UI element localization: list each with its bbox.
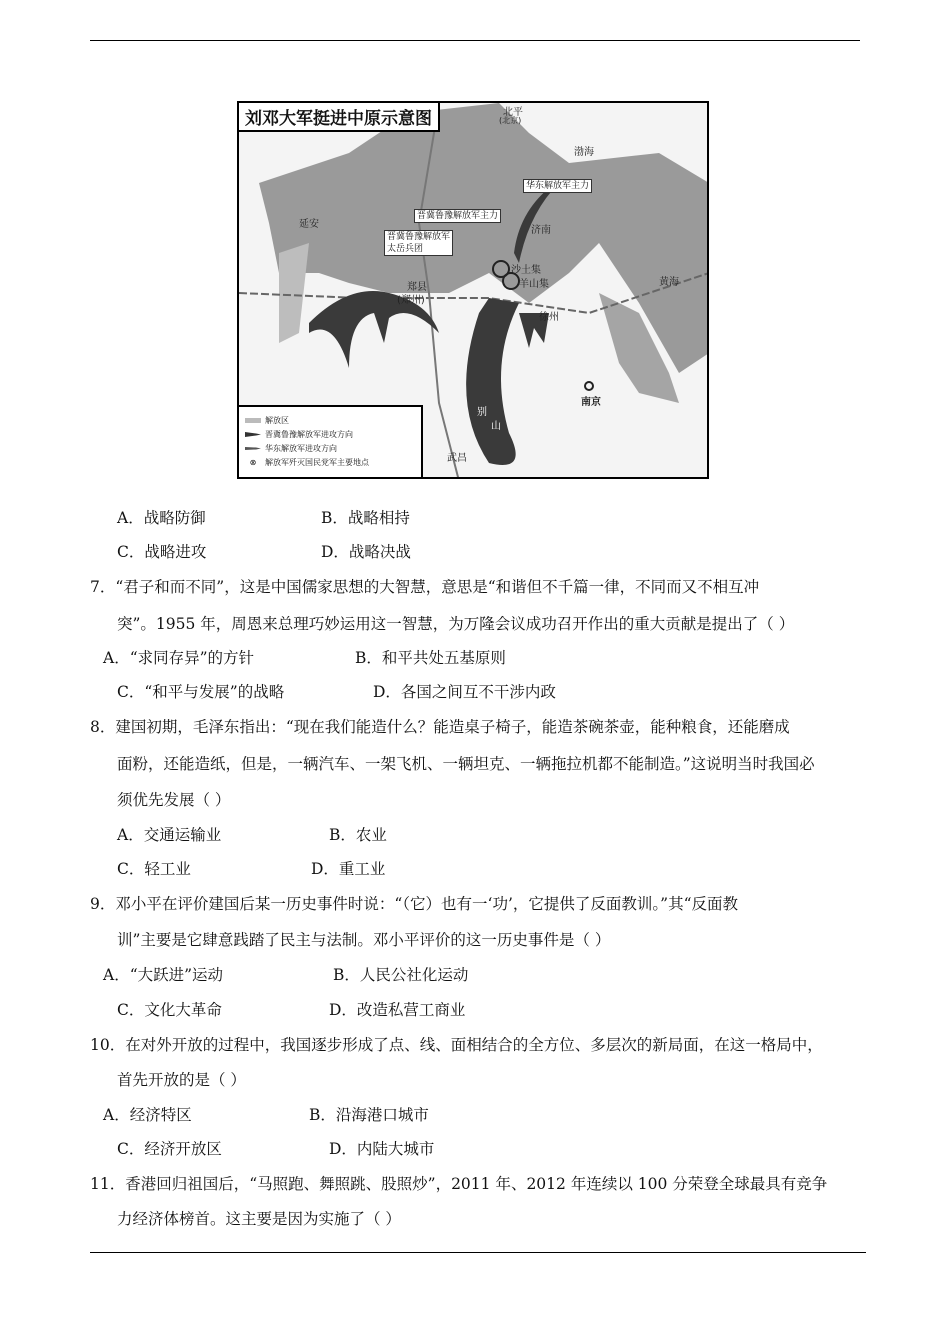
callout-jjly-main: 晋冀鲁豫解放军主力: [414, 209, 501, 223]
callout-taiyue-line2: 太岳兵团: [387, 244, 424, 254]
q6-option-b: B．战略相持: [321, 509, 410, 527]
legend-item: [245, 429, 353, 440]
map-label-zhengxian: 郑县: [407, 282, 427, 293]
q7-stem-line1: 7．“君子和而不同”，这是中国儒家思想的大智慧，意思是“和谐但不千篇一律，不同而又不相互冲: [90, 578, 760, 596]
q7-option-c: C．“和平与发展”的战略: [117, 683, 285, 701]
legend-item: [245, 415, 289, 426]
map-label-bohai: 渤海: [574, 147, 594, 158]
q8-stem-line1: 8．建国初期，毛泽东指出：“现在我们能造什么？能造桌子椅子，能造茶碗茶壶，能种粮食，还能磨成: [90, 718, 790, 736]
map-label-beiping: 北平: [503, 107, 523, 118]
q9-option-a: A．“大跃进”运动: [103, 966, 224, 984]
legend-item: [245, 443, 337, 454]
q8-option-c: C．轻工业: [117, 860, 191, 878]
map-label-dabie: 别: [477, 407, 487, 418]
q6-option-c: C．战略进攻: [117, 543, 207, 561]
header-rule: [90, 40, 860, 41]
map-label-shatuji: 沙土集: [511, 265, 541, 276]
map-label-shan: 山: [491, 421, 501, 432]
q8-stem-line3: 须优先发展（ ）: [117, 791, 231, 809]
arrow-icon: [245, 432, 261, 437]
map-label-nanjing: 南京: [581, 397, 601, 408]
map-legend: [239, 405, 423, 477]
q9-option-c: C．文化大革命: [117, 1001, 222, 1019]
map-label-yanan: 延安: [299, 219, 319, 230]
callout-east-main: 华东解放军主力: [523, 179, 592, 193]
callout-taiyue-line1: 晋冀鲁豫解放军: [387, 232, 451, 242]
battle-site-icon: ⊗: [249, 458, 257, 467]
legend-label: 华东解放军进攻方向: [265, 444, 337, 453]
q9-option-b: B．人民公社化运动: [333, 966, 469, 984]
q11-stem-line2: 力经济体榜首。这主要是因为实施了（ ）: [117, 1210, 401, 1228]
q10-stem-line1: 10．在对外开放的过程中，我国逐步形成了点、线、面相结合的全方位、多层次的新局面，在这一格局中，: [90, 1036, 823, 1054]
footer-rule: [90, 1252, 866, 1253]
q6-option-d: D．战略决战: [321, 543, 411, 561]
q8-option-a: A．交通运输业: [117, 826, 222, 844]
legend-label: 解放军歼灭国民党军主要地点: [265, 458, 369, 467]
q10-option-c: C．经济开放区: [117, 1140, 222, 1158]
q10-option-b: B．沿海港口城市: [309, 1106, 429, 1124]
map-label-wuchang: 武昌: [447, 453, 467, 464]
map-label-beijing: (北京): [499, 116, 522, 125]
map-label-yangshanji: 羊山集: [519, 279, 549, 290]
liberated-area-swatch: [245, 418, 261, 423]
q7-option-a: A．“求同存异”的方针: [103, 649, 255, 667]
q8-option-b: B．农业: [329, 826, 387, 844]
q10-option-d: D．内陆大城市: [329, 1140, 435, 1158]
q7-option-b: B．和平共处五基原则: [355, 649, 506, 667]
q11-stem-line1: 11．香港回归祖国后，“马照跑、舞照跳、股照炒”，2011 年、2012 年连续以 100 分荣登全球最具有竞争: [90, 1175, 828, 1193]
q8-stem-line2: 面粉，还能造纸，但是，一辆汽车、一架飞机、一辆坦克、一辆拖拉机都不能制造。”这说明当时我国必: [117, 755, 815, 773]
q9-stem-line2: 训”主要是它肆意践踏了民主与法制。邓小平评价的这一历史事件是（ ）: [117, 931, 611, 949]
q9-option-d: D．改造私营工商业: [329, 1001, 466, 1019]
arrow-icon: [245, 446, 261, 451]
q7-option-d: D．各国之间互不干涉内政: [373, 683, 556, 701]
q10-option-a: A．经济特区: [103, 1106, 192, 1124]
q10-stem-line2: 首先开放的是（ ）: [117, 1071, 246, 1089]
q8-option-d: D．重工业: [311, 860, 386, 878]
q6-option-a: A．战略防御: [117, 509, 206, 527]
q9-stem-line1: 9．邓小平在评价建国后某一历史事件时说：“（它）也有一‘功’，它提供了反面教训。”其“反面教: [90, 895, 738, 913]
map-label-jinan: 济南: [531, 225, 551, 236]
q7-stem-line2: 突”。1955 年，周恩来总理巧妙运用这一智慧，为万隆会议成功召开作出的重大贡献是提出了（ ）: [117, 615, 795, 633]
map-label-xuzhou: 徐州: [539, 312, 559, 323]
legend-label: 解放区: [265, 416, 289, 425]
legend-label: 晋冀鲁豫解放军进攻方向: [265, 430, 353, 439]
callout-taiyue: [384, 230, 453, 256]
map-label-huanghai: 黄海: [659, 277, 679, 288]
map-title: 刘邓大军挺进中原示意图: [239, 103, 440, 132]
map-figure: [237, 101, 709, 479]
map-label-zhengzhou: (郑州): [397, 295, 425, 306]
legend-item: [245, 457, 369, 468]
